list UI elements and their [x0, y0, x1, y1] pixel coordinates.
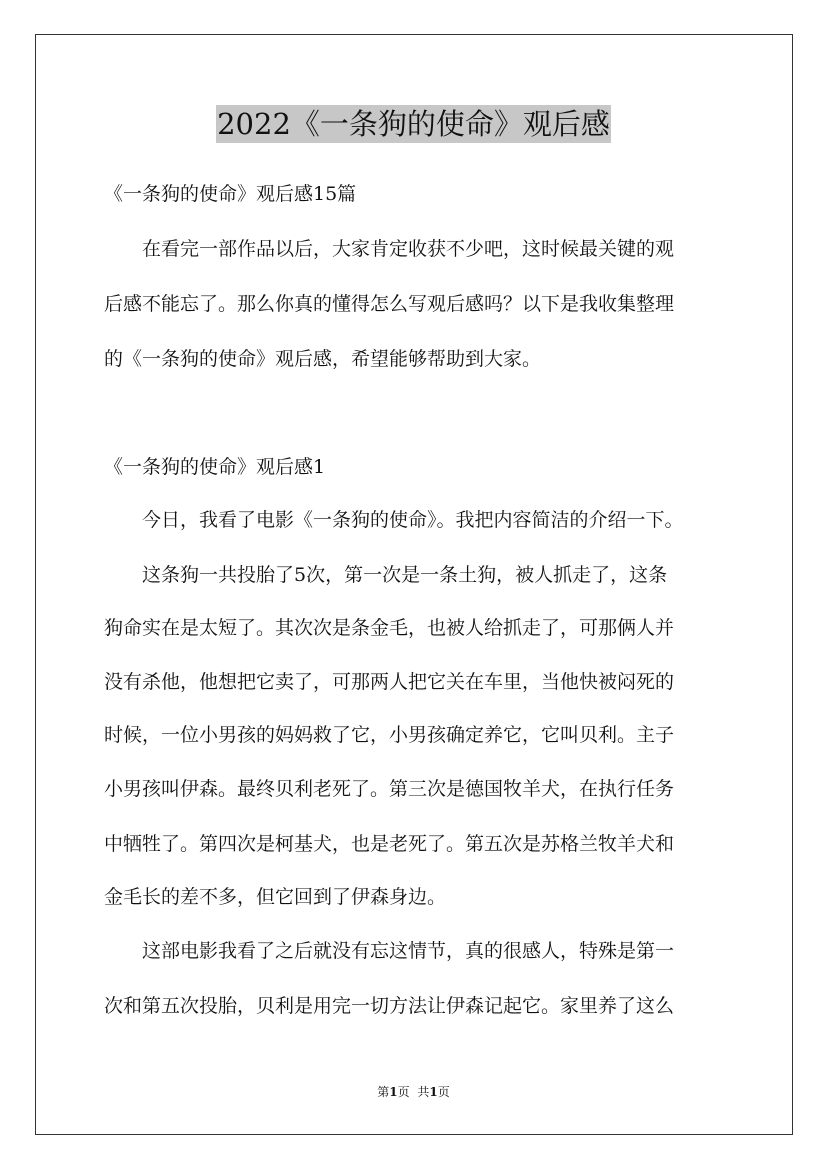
body-line-7: 中牺牲了。第四次是柯基犬，也是老死了。第五次是苏格兰牧羊犬和 — [104, 833, 675, 855]
total-prefix: 共 — [417, 1085, 430, 1099]
body-line-9: 这部电影我看了之后就没有忘这情节，真的很感人，特殊是第一 — [142, 940, 675, 962]
body-line-6: 小男孩叫伊森。最终贝利老死了。第三次是德国牧羊犬，在执行任务 — [104, 778, 675, 800]
intro-line-1: 在看完一部作品以后，大家肯定收获不少吧，这时候最关键的观 — [142, 238, 675, 260]
body-line-10: 次和第五次投胎，贝利是用完一切方法让伊森记起它。家里养了这么 — [104, 995, 675, 1017]
page-number: 1 — [389, 1085, 398, 1099]
page-footer — [0, 1084, 827, 1100]
document-title-text: 2022《一条狗的使命》观后感 — [217, 107, 610, 141]
body-line-2: 这条狗一共投胎了5次，第一次是一条土狗，被人抓走了，这条 — [142, 564, 668, 586]
body-line-3: 狗命实在是太短了。其次次是条金毛，也被人给抓走了，可那俩人并 — [104, 617, 675, 639]
document-subtitle: 《一条狗的使命》观后感15篇 — [104, 183, 357, 205]
total-pages: 1 — [429, 1085, 438, 1099]
body-line-4: 没有杀他，他想把它卖了，可那两人把它关在车里，当他快被闷死的 — [104, 671, 675, 693]
page-suffix: 页 — [397, 1085, 410, 1099]
section-heading: 《一条狗的使命》观后感1 — [104, 456, 326, 478]
body-line-5: 时候，一位小男孩的妈妈救了它，小男孩确定养它，它叫贝利。主子 — [104, 724, 675, 746]
total-suffix: 页 — [437, 1085, 450, 1099]
intro-line-3: 的《一条狗的使命》观后感，希望能够帮助到大家。 — [104, 348, 542, 370]
page-prefix: 第 — [377, 1085, 390, 1099]
document-title — [0, 104, 827, 143]
body-line-1: 今日，我看了电影《一条狗的使命》。我把内容简洁的介绍一下。 — [142, 509, 684, 531]
body-line-8: 金毛长的差不多，但它回到了伊森身边。 — [104, 886, 447, 908]
intro-line-2: 后感不能忘了。那么你真的懂得怎么写观后感吗？以下是我收集整理 — [104, 293, 675, 315]
